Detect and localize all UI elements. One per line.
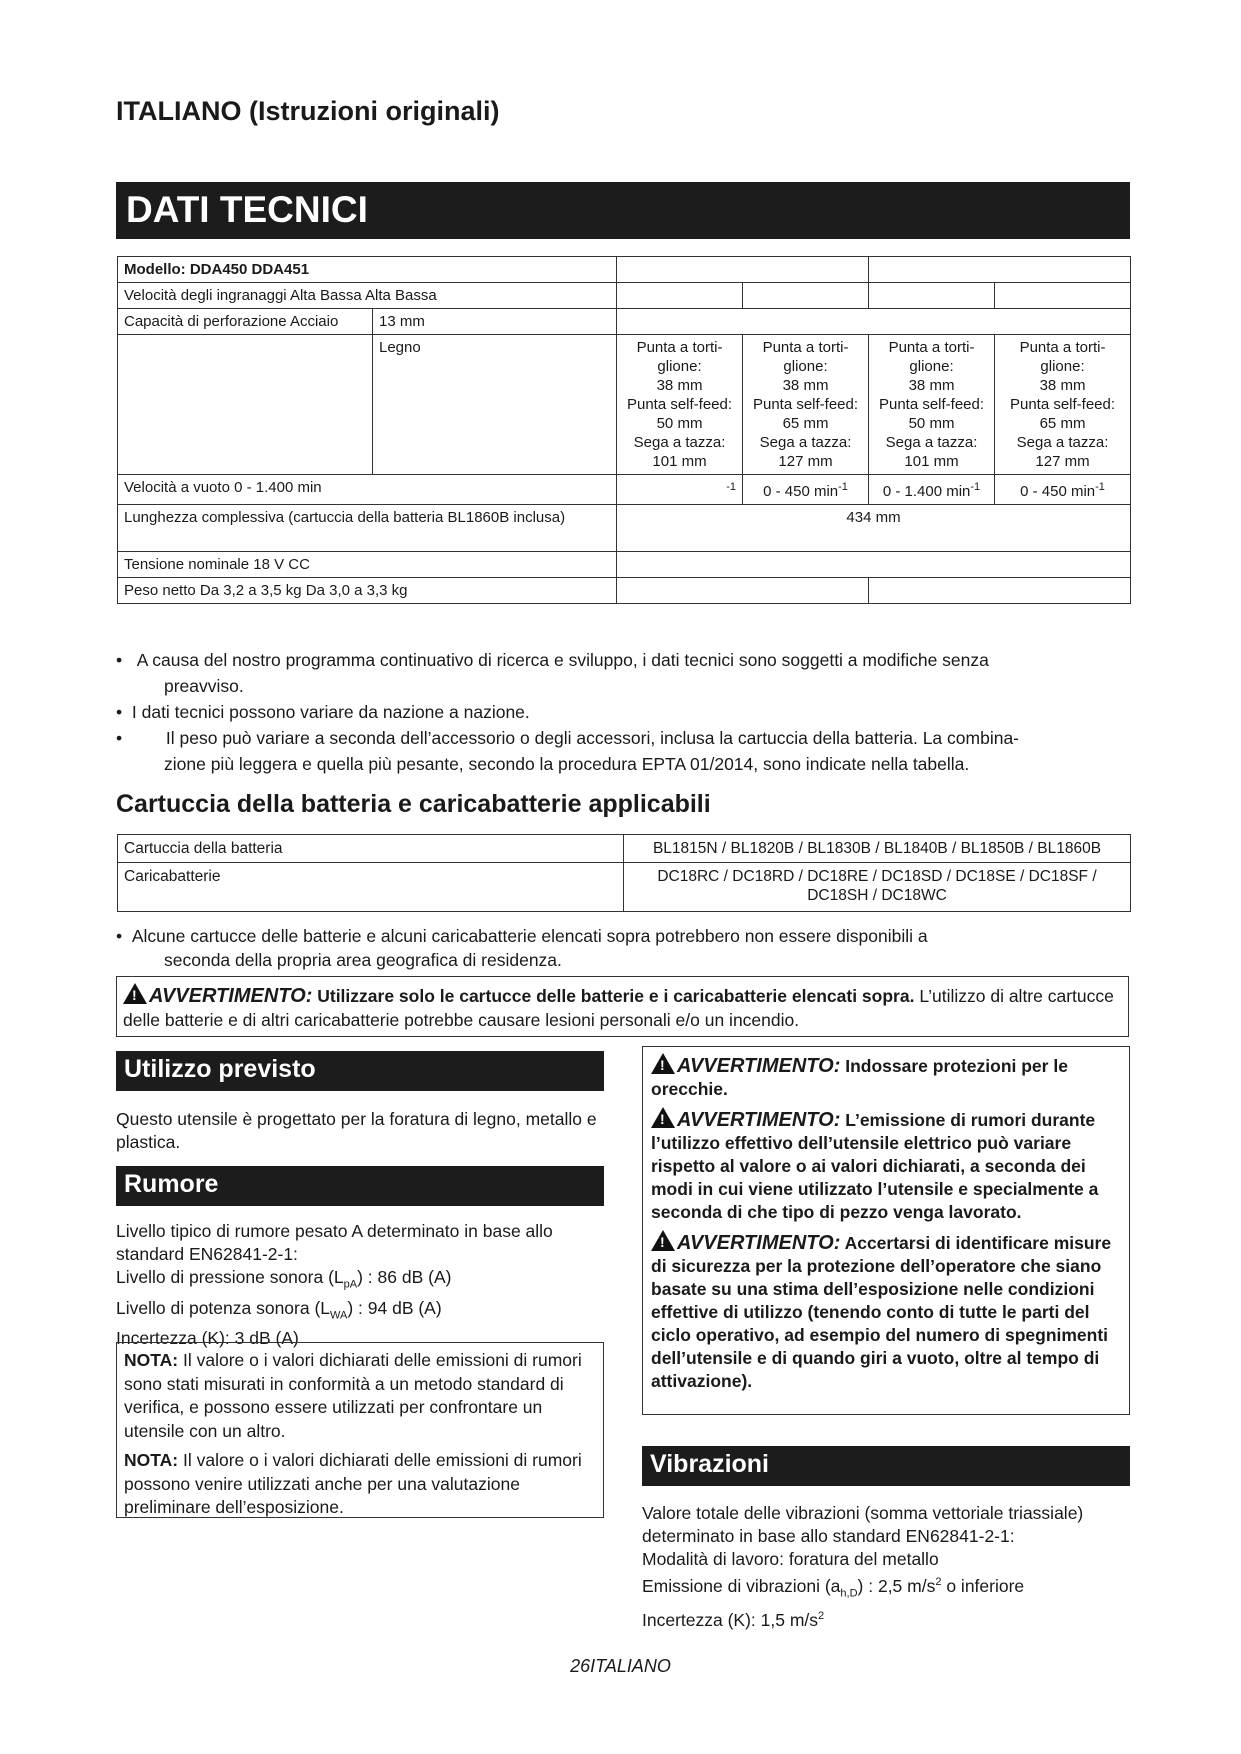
vibration-block xyxy=(642,1502,1130,1632)
note-text: Il valore o i valori dichiarati delle emissioni di rumori sono stati misurati in conformità a un metodo standard di verifica, e possono essere utilizzati per confrontare un utensile con un altro. xyxy=(124,1350,582,1441)
list-item xyxy=(116,924,1136,948)
table-row xyxy=(118,309,1131,335)
bullet: • xyxy=(116,650,123,670)
section-title-battery: Cartuccia della batteria e caricabatterie applicabili xyxy=(116,790,711,818)
wood-line: glione: xyxy=(783,358,828,375)
value-tail: o inferiore xyxy=(941,1575,1025,1596)
subscript: h,D xyxy=(840,1587,858,1600)
warning-label: AVVERTIMENTO: xyxy=(677,1109,841,1131)
wood-capacity-cell xyxy=(743,335,869,475)
list-item xyxy=(116,700,1136,724)
battery-table xyxy=(117,834,1131,912)
table-row xyxy=(118,505,1131,552)
warning-text: L’utilizzo di altre cartucce delle batterie e di altri caricabatterie potrebbe causare lesioni personali e/o un incendio. xyxy=(123,986,1114,1030)
wood-line: 38 mm xyxy=(908,377,955,394)
warning-triangle-icon: ! xyxy=(651,1053,675,1074)
wood-line: 65 mm xyxy=(1039,415,1086,432)
wood-line: glione: xyxy=(657,358,702,375)
unit-superscript: -1 xyxy=(838,481,848,493)
wood-line: Sega a tazza: xyxy=(885,434,978,451)
specs-table xyxy=(117,256,1131,604)
capacity-steel-cell xyxy=(373,309,617,335)
subscript: WA xyxy=(330,1309,348,1321)
length-value-cell: 434 mm xyxy=(617,505,1131,552)
battery-note xyxy=(116,924,1136,972)
capacity-steel-value: 13 mm xyxy=(379,313,425,330)
wood-line: glione: xyxy=(909,358,954,375)
table-cell: DC18RC / DC18RD / DC18RE / DC18SD / DC18SE / DC18SF / DC18SH / DC18WC xyxy=(624,863,1131,912)
gear-speed-cell: Velocità degli ingranaggi Alta Bassa Alta Bassa xyxy=(118,283,617,309)
section-title-specs: DATI TECNICI xyxy=(116,182,1130,239)
note-text: Alcune cartucce delle batterie e alcuni caricabatterie elencati sopra potrebbero non essere disponibili a xyxy=(131,926,928,946)
no-load-value: 0 - 450 min xyxy=(763,483,839,500)
vibration-uncertainty xyxy=(642,1605,1130,1632)
warning-label: AVVERTIMENTO: xyxy=(149,985,313,1007)
label: Emissione di vibrazioni (a xyxy=(642,1575,841,1596)
table-row xyxy=(118,578,1131,604)
unit-superscript: -1 xyxy=(726,481,737,493)
bullet: • xyxy=(116,926,123,946)
warning-text: Indossare protezioni per le orecchie. xyxy=(651,1056,1068,1099)
table-row xyxy=(118,863,1131,912)
no-load-cell xyxy=(743,475,869,505)
noise-power xyxy=(116,1297,604,1328)
section-title-vibration: Vibrazioni xyxy=(642,1446,1130,1486)
no-load-label-cell: Velocità a vuoto 0 - 1.400 min xyxy=(118,475,617,505)
wood-line: Punta self-feed: xyxy=(1009,396,1116,413)
wood-line: Punta a torti- xyxy=(636,339,723,356)
table-cell: BL1815N / BL1820B / BL1830B / BL1840B / BL1850B / BL1860B xyxy=(624,835,1131,863)
section-title-noise: Rumore xyxy=(116,1166,604,1206)
noise-uncertainty: Incertezza (K): 3 dB (A) xyxy=(116,1328,299,1348)
superscript: 2 xyxy=(818,1610,825,1623)
warning-item xyxy=(651,1230,1121,1393)
right-warnings-box xyxy=(642,1046,1130,1415)
capacity-wood-label: Legno xyxy=(373,335,617,475)
warning-triangle-icon: ! xyxy=(651,1107,675,1128)
table-cell: Caricabatterie xyxy=(118,863,624,912)
value: ) : 2,5 m/s xyxy=(857,1575,936,1596)
wood-line: Punta a torti- xyxy=(762,339,849,356)
wood-line: Punta self-feed: xyxy=(752,396,859,413)
note-item xyxy=(124,1349,596,1443)
vibration-mode: Modalità di lavoro: foratura del metallo xyxy=(642,1549,939,1569)
list-item: preavviso. xyxy=(164,676,244,696)
list-item xyxy=(116,648,1136,672)
warning-item xyxy=(651,1107,1121,1224)
language-title: ITALIANO (Istruzioni originali) xyxy=(116,96,500,126)
vibration-emission xyxy=(642,1571,1130,1605)
table-cell xyxy=(869,257,1131,283)
wood-line: 50 mm xyxy=(908,415,955,432)
table-row xyxy=(118,552,1131,578)
noise-intro: Livello tipico di rumore pesato A determinato in base allo standard EN62841-2-1: xyxy=(116,1221,553,1264)
wood-line: 65 mm xyxy=(782,415,829,432)
voltage-cell: Tensione nominale 18 V CC xyxy=(118,552,617,578)
subscript: pA xyxy=(343,1278,358,1291)
note-text: A causa del nostro programma continuativo di ricerca e sviluppo, i dati tecnici sono soggetti a modifiche senza xyxy=(136,650,989,670)
warning-bold-text: Utilizzare solo le cartucce delle batterie e i caricabatterie elencati sopra. xyxy=(317,986,915,1006)
no-load-value: 0 - 450 min xyxy=(1020,483,1096,500)
warning-text: L’emissione di rumori durante l’utilizzo effettivo dell’utensile elettrico può variare rispetto al valore o ai valori dichiarati, a seconda dei modi in cui viene utilizzato l’utensile e specialmente a seconda di che tipo di pezzo venga lavorato. xyxy=(651,1110,1099,1222)
warning-label: AVVERTIMENTO: xyxy=(677,1055,841,1077)
warning-item xyxy=(651,1053,1121,1101)
wood-line: 50 mm xyxy=(656,415,703,432)
table-cell xyxy=(617,257,869,283)
wood-line: 38 mm xyxy=(782,377,829,394)
wood-line: Sega a tazza: xyxy=(633,434,726,451)
wood-line: Punta self-feed: xyxy=(878,396,985,413)
value: ) : 94 dB (A) xyxy=(347,1297,442,1318)
vibration-intro: Valore totale delle vibrazioni (somma vettoriale triassiale) determinato in base allo standard EN62841-2-1: xyxy=(642,1503,1084,1546)
wood-line: 38 mm xyxy=(656,377,703,394)
wood-line: Punta self-feed: xyxy=(626,396,733,413)
value: ) : 86 dB (A) xyxy=(357,1267,452,1287)
noise-block xyxy=(116,1220,604,1350)
section-title-intended-use: Utilizzo previsto xyxy=(116,1051,604,1091)
noise-notes-box xyxy=(116,1342,604,1518)
table-row xyxy=(118,475,1131,505)
warning-box xyxy=(116,976,1129,1037)
table-row xyxy=(118,283,1131,309)
warning-text: Accertarsi di identificare misure di sicurezza per la protezione dell’operatore che siano basate su una stima dell’esposizione nelle condizioni effettive di utilizzo (tenendo conto di tutte le parti del ciclo operativo, ad esempio del numero di spegnimenti dell’utensile e di quando giri a vuoto, oltre al tempo di attivazione). xyxy=(651,1233,1112,1391)
table-cell: Cartuccia della batteria xyxy=(118,835,624,863)
table-cell xyxy=(869,283,995,309)
table-cell xyxy=(617,578,869,604)
wood-line: 101 mm xyxy=(652,453,707,470)
table-row xyxy=(118,835,1131,863)
wood-line: 127 mm xyxy=(1035,453,1090,470)
superscript: 2 xyxy=(935,1576,942,1588)
warning-triangle-icon: ! xyxy=(123,983,147,1004)
wood-capacity-cell xyxy=(869,335,995,475)
list-item xyxy=(116,726,1136,750)
table-row xyxy=(118,257,1131,283)
unit-superscript: -1 xyxy=(1095,481,1105,493)
note-text: Il peso può variare a seconda dell’accessorio o degli accessori, inclusa la cartuccia della batteria. La combina- xyxy=(165,728,1020,748)
warning-label: AVVERTIMENTO: xyxy=(677,1232,841,1254)
value: Incertezza (K): 1,5 m/s xyxy=(642,1610,819,1631)
no-load-cell xyxy=(869,475,995,505)
wood-line: Punta a torti- xyxy=(888,339,975,356)
bullet: • xyxy=(116,702,123,722)
no-load-value: 0 - 1.400 min xyxy=(882,483,971,500)
note-text: Il valore o i valori dichiarati delle emissioni di rumori possono venire utilizzati anche per una valutazione preliminare dell’esposizione. xyxy=(124,1450,582,1517)
length-label-cell: Lunghezza complessiva (cartuccia della batteria BL1860B inclusa) xyxy=(118,505,617,552)
list-item: seconda della propria area geografica di residenza. xyxy=(164,950,562,970)
wood-line: 38 mm xyxy=(1039,377,1086,394)
table-cell xyxy=(869,578,1131,604)
label: Livello di pressione sonora (L xyxy=(116,1267,344,1287)
spec-notes xyxy=(116,648,1136,778)
table-cell xyxy=(617,283,743,309)
wood-line: glione: xyxy=(1040,358,1085,375)
list-item: zione più leggera e quella più pesante, secondo la procedura EPTA 01/2014, sono indicate nella tabella. xyxy=(164,754,970,774)
table-cell xyxy=(995,283,1131,309)
table-cell xyxy=(743,283,869,309)
weight-cell: Peso netto Da 3,2 a 3,5 kg Da 3,0 a 3,3 kg xyxy=(118,578,617,604)
capacity-label-cell xyxy=(118,309,373,335)
note-text: I dati tecnici possono variare da nazione a nazione. xyxy=(131,702,530,722)
table-cell xyxy=(617,552,1131,578)
bullet: • xyxy=(116,728,123,748)
no-load-cell xyxy=(617,475,743,505)
wood-line: 101 mm xyxy=(904,453,959,470)
warning-triangle-icon: ! xyxy=(651,1230,675,1251)
note-item xyxy=(124,1449,596,1520)
intended-use-text: Questo utensile è progettato per la foratura di legno, metallo e plastica. xyxy=(116,1109,597,1152)
table-cell xyxy=(617,309,1131,335)
note-label: NOTA: xyxy=(124,1350,179,1370)
table-cell xyxy=(118,335,373,475)
noise-pressure xyxy=(116,1266,604,1297)
table-row xyxy=(118,335,1131,475)
wood-line: Punta a torti- xyxy=(1019,339,1106,356)
wood-capacity-cell xyxy=(617,335,743,475)
wood-capacity-cell xyxy=(995,335,1131,475)
unit-superscript: -1 xyxy=(970,481,981,493)
wood-line: Sega a tazza: xyxy=(759,434,852,451)
page-footer: 26ITALIANO xyxy=(570,1656,671,1676)
capacity-label: Capacità di perforazione Acciaio xyxy=(124,313,339,330)
model-cell: Modello: DDA450 DDA451 xyxy=(118,257,617,283)
wood-line: 127 mm xyxy=(778,453,833,470)
note-label: NOTA: xyxy=(124,1450,179,1470)
no-load-cell xyxy=(995,475,1131,505)
wood-line: Sega a tazza: xyxy=(1016,434,1109,451)
label: Livello di potenza sonora (L xyxy=(116,1297,331,1318)
